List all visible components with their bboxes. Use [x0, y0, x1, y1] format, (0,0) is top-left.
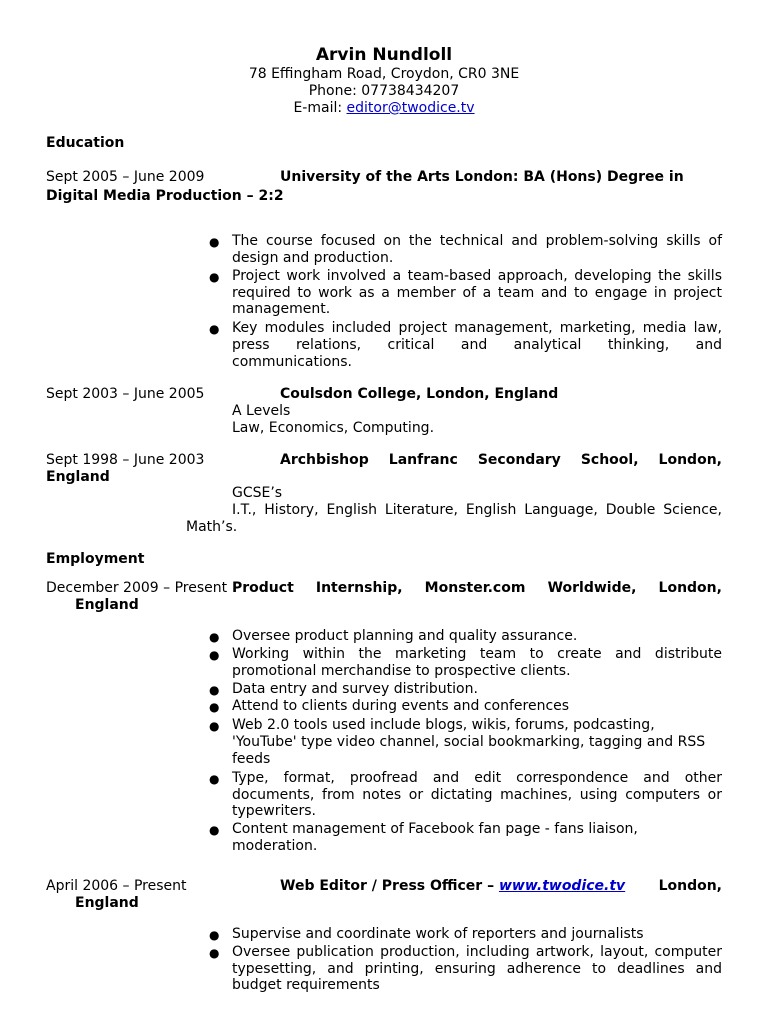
bullet-icon: ● — [209, 772, 220, 786]
job1-bullet7-line2: moderation. — [232, 838, 318, 854]
job1-dates: December 2009 – Present — [46, 580, 228, 596]
job2-title — [280, 878, 722, 894]
job2-title-cont: England — [75, 895, 139, 911]
email-label: E-mail: — [293, 100, 347, 116]
job2-bullet1: Supervise and coordinate work of reporters and journalists — [232, 926, 644, 942]
job2-bullet2-line2: typesetting, and printing, ensuring adherence to deadlines and — [232, 961, 722, 977]
edu1-bullet2-line1: Project work involved a team-based approach, developing the skills — [232, 268, 722, 284]
bullet-icon: ● — [209, 235, 220, 249]
job1-title-word: Monster.com — [424, 580, 526, 596]
employment-heading: Employment — [46, 551, 145, 567]
edu2-detail2: Law, Economics, Computing. — [232, 420, 435, 436]
edu3-detail1: GCSE’s — [232, 485, 283, 501]
job1-title-word: Product — [232, 580, 294, 596]
edu2-detail1: A Levels — [232, 403, 291, 419]
edu1-dates: Sept 2005 – June 2009 — [46, 169, 205, 185]
education-heading: Education — [46, 135, 125, 151]
edu3-title-word: Lanfranc — [388, 452, 458, 468]
job1-bullet6-line2: documents, from notes or dictating machines, using computers or — [232, 787, 722, 803]
edu3-detail2: I.T., History, English Literature, English Language, Double Science, — [232, 502, 722, 518]
job1-title — [232, 580, 722, 596]
edu3-title-word: Archbishop — [280, 452, 369, 468]
job1-title-word: Internship, — [315, 580, 403, 596]
email-link[interactable]: editor@twodice.tv — [346, 100, 475, 116]
edu3-title-cont: England — [46, 469, 110, 485]
job1-title-word: Worldwide, — [547, 580, 637, 596]
edu1-title-cont: Digital Media Production – 2:2 — [46, 188, 284, 204]
job1-bullet2-line2: promotional merchandise to prospective clients. — [232, 663, 571, 679]
job1-bullet6-line1: Type, format, proofread and edit correspondence and other — [232, 770, 722, 786]
bullet-icon: ● — [209, 719, 220, 733]
job1-bullet7-line1: Content management of Facebook fan page - fans liaison, — [232, 821, 638, 837]
bullet-icon: ● — [209, 928, 220, 942]
job1-title-word: London, — [658, 580, 722, 596]
edu2-dates: Sept 2003 – June 2005 — [46, 386, 205, 402]
edu3-title — [280, 452, 722, 468]
edu3-detail3: Math’s. — [186, 519, 238, 535]
edu1-bullet2-line3: management. — [232, 301, 331, 317]
job2-dates: April 2006 – Present — [46, 878, 187, 894]
job1-bullet5-line2: 'YouTube' type video channel, social bookmarking, tagging and RSS — [232, 734, 706, 750]
edu3-title-word: Secondary — [477, 452, 561, 468]
edu1-bullet1-line2: design and production. — [232, 250, 394, 266]
job1-bullet2-line1: Working within the marketing team to create and distribute — [232, 646, 722, 662]
edu1-bullet3-line3: communications. — [232, 354, 353, 370]
job1-bullet5-line3: feeds — [232, 751, 271, 767]
job1-title-cont: England — [75, 597, 139, 613]
bullet-icon: ● — [209, 648, 220, 662]
job2-title-location: London, — [658, 878, 722, 894]
job2-website-link[interactable]: www.twodice.tv — [498, 878, 626, 894]
bullet-icon: ● — [209, 823, 220, 837]
job1-bullet6-line3: typewriters. — [232, 803, 316, 819]
edu1-bullet2-line2: required to work as a member of a team and to engage in project — [232, 285, 722, 301]
edu1-bullet3-line1: Key modules included project management, marketing, media law, — [232, 320, 722, 336]
edu3-title-word: London, — [658, 452, 722, 468]
job1-bullet4: Attend to clients during events and conferences — [232, 698, 570, 714]
job2-title-text: Web Editor / Press Officer – — [280, 878, 499, 894]
edu1-title: University of the Arts London: BA (Hons) Degree in — [280, 169, 684, 185]
edu1-bullet1-line1: The course focused on the technical and problem-solving skills of — [232, 233, 722, 249]
edu2-title: Coulsdon College, London, England — [280, 386, 559, 402]
edu3-dates: Sept 1998 – June 2003 — [46, 452, 205, 468]
edu1-bullet3-line2: press relations, critical and analytical thinking, and — [232, 337, 722, 353]
job1-bullet5-line1: Web 2.0 tools used include blogs, wikis, forums, podcasting, — [232, 717, 655, 733]
bullet-icon: ● — [209, 270, 220, 284]
job2-bullet2-line1: Oversee publication production, including artwork, layout, computer — [232, 944, 722, 960]
job1-bullet3: Data entry and survey distribution. — [232, 681, 478, 697]
bullet-icon: ● — [209, 946, 220, 960]
resume-name: Arvin Nundloll — [315, 45, 453, 65]
bullet-icon: ● — [209, 322, 220, 336]
edu3-title-word: School, — [580, 452, 639, 468]
bullet-icon: ● — [209, 700, 220, 714]
bullet-icon: ● — [209, 630, 220, 644]
job1-bullet1: Oversee product planning and quality assurance. — [232, 628, 578, 644]
phone: Phone: 07738434207 — [308, 83, 460, 99]
email-line — [0, 100, 768, 116]
address: 78 Effingham Road, Croydon, CR0 3NE — [248, 66, 520, 82]
job2-bullet2-line3: budget requirements — [232, 977, 380, 993]
job2-title-main — [280, 878, 625, 894]
bullet-icon: ● — [209, 683, 220, 697]
